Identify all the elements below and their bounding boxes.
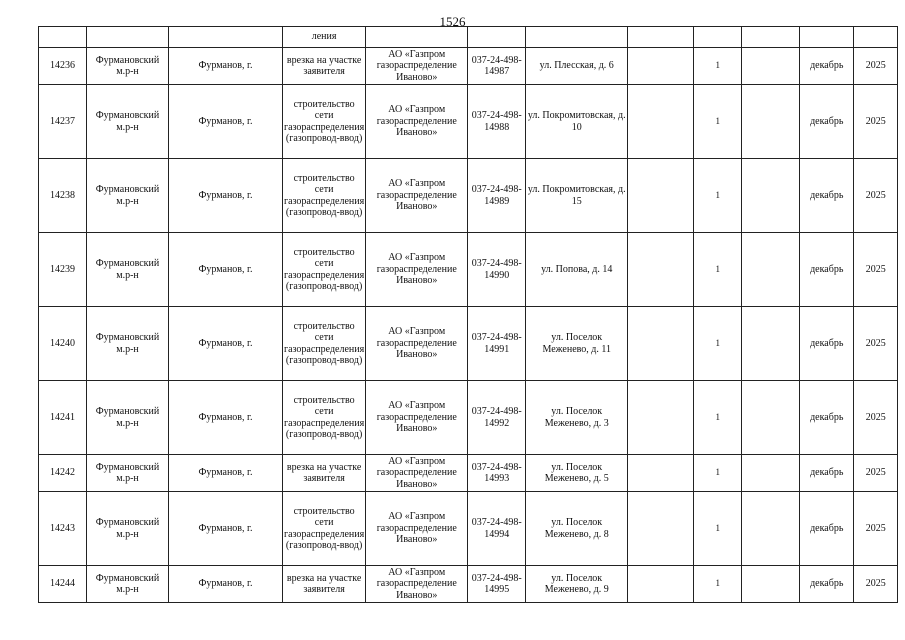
cell-address: ул. Попова, д. 14 [526,233,628,307]
cell-qty: 1 [694,566,742,603]
cell-id: 14238 [39,159,87,233]
cell-settlement: Фурманов, г. [169,455,283,492]
table-row [39,492,898,566]
cell-col8 [628,233,694,307]
cell-month: декабрь [800,492,854,566]
cell-work-type: врезка на участке заявителя [283,455,366,492]
cell-qty: 1 [694,159,742,233]
registry-table [38,26,898,603]
cell-year [854,27,898,48]
cell-col10 [742,48,800,85]
cell-col10 [742,233,800,307]
cell-month: декабрь [800,566,854,603]
cell-year: 2025 [854,307,898,381]
cell-settlement [169,27,283,48]
cell-col10 [742,455,800,492]
cell-district: Фурмановский м.р-н [87,492,169,566]
cell-qty [694,27,742,48]
cell-address: ул. Плесская, д. 6 [526,48,628,85]
cell-col10 [742,566,800,603]
cell-col10 [742,85,800,159]
cell-organization: АО «Газпром газораспределение Иваново» [366,455,468,492]
cell-organization: АО «Газпром газораспределение Иваново» [366,159,468,233]
cell-work-type: ления [283,27,366,48]
cell-id: 14242 [39,455,87,492]
cell-work-type: строительство сети газораспределения (газопровод-ввод) [283,85,366,159]
cell-year: 2025 [854,455,898,492]
cell-settlement: Фурманов, г. [169,381,283,455]
cell-year: 2025 [854,48,898,85]
table-row [39,85,898,159]
cell-month [800,27,854,48]
cell-year: 2025 [854,492,898,566]
cell-id: 14236 [39,48,87,85]
cell-organization: АО «Газпром газораспределение Иваново» [366,85,468,159]
cell-organization: АО «Газпром газораспределение Иваново» [366,492,468,566]
cell-code: 037-24-498-14989 [468,159,526,233]
cell-col8 [628,159,694,233]
cell-address: ул. Покромитовская, д. 15 [526,159,628,233]
cell-address: ул. Поселок Меженево, д. 8 [526,492,628,566]
cell-year: 2025 [854,159,898,233]
cell-organization: АО «Газпром газораспределение Иваново» [366,566,468,603]
table-row [39,455,898,492]
cell-work-type: строительство сети газораспределения (газопровод-ввод) [283,381,366,455]
cell-id: 14243 [39,492,87,566]
cell-qty: 1 [694,455,742,492]
cell-settlement: Фурманов, г. [169,566,283,603]
cell-district: Фурмановский м.р-н [87,85,169,159]
cell-work-type: строительство сети газораспределения (газопровод-ввод) [283,492,366,566]
cell-year: 2025 [854,233,898,307]
cell-address [526,27,628,48]
page-number: 1526 [439,14,466,29]
cell-id: 14244 [39,566,87,603]
cell-id: 14240 [39,307,87,381]
cell-qty: 1 [694,381,742,455]
cell-col8 [628,27,694,48]
cell-organization: АО «Газпром газораспределение Иваново» [366,233,468,307]
cell-work-type: строительство сети газораспределения (газопровод-ввод) [283,159,366,233]
cell-year: 2025 [854,566,898,603]
cell-organization [366,27,468,48]
cell-id: 14241 [39,381,87,455]
cell-district: Фурмановский м.р-н [87,233,169,307]
cell-district: Фурмановский м.р-н [87,455,169,492]
cell-month: декабрь [800,233,854,307]
table-row [39,48,898,85]
cell-qty: 1 [694,48,742,85]
table-row [39,381,898,455]
cell-code: 037-24-498-14994 [468,492,526,566]
cell-month: декабрь [800,48,854,85]
cell-year: 2025 [854,85,898,159]
cell-qty: 1 [694,307,742,381]
cell-month: декабрь [800,381,854,455]
cell-qty: 1 [694,492,742,566]
cell-district: Фурмановский м.р-н [87,566,169,603]
cell-code: 037-24-498-14990 [468,233,526,307]
cell-col8 [628,48,694,85]
cell-col8 [628,566,694,603]
cell-qty: 1 [694,85,742,159]
cell-district: Фурмановский м.р-н [87,381,169,455]
cell-col10 [742,492,800,566]
cell-id: 14237 [39,85,87,159]
cell-qty: 1 [694,233,742,307]
cell-col8 [628,455,694,492]
cell-district [87,27,169,48]
cell-code: 037-24-498-14993 [468,455,526,492]
cell-code: 037-24-498-14995 [468,566,526,603]
cell-id: 14239 [39,233,87,307]
table-row [39,159,898,233]
cell-col8 [628,381,694,455]
cell-col8 [628,307,694,381]
cell-address: ул. Поселок Меженево, д. 5 [526,455,628,492]
cell-work-type: врезка на участке заявителя [283,48,366,85]
cell-address: ул. Покромитовская, д. 10 [526,85,628,159]
cell-district: Фурмановский м.р-н [87,159,169,233]
cell-code: 037-24-498-14987 [468,48,526,85]
cell-settlement: Фурманов, г. [169,233,283,307]
cell-district: Фурмановский м.р-н [87,307,169,381]
cell-organization: АО «Газпром газораспределение Иваново» [366,307,468,381]
cell-organization: АО «Газпром газораспределение Иваново» [366,381,468,455]
cell-col8 [628,492,694,566]
cell-col10 [742,307,800,381]
continuation-row [39,27,898,48]
cell-col8 [628,85,694,159]
cell-settlement: Фурманов, г. [169,492,283,566]
table-row [39,307,898,381]
cell-month: декабрь [800,307,854,381]
cell-col10 [742,381,800,455]
cell-settlement: Фурманов, г. [169,159,283,233]
cell-settlement: Фурманов, г. [169,85,283,159]
cell-settlement: Фурманов, г. [169,48,283,85]
cell-organization: АО «Газпром газораспределение Иваново» [366,48,468,85]
table-row [39,566,898,603]
cell-address: ул. Поселок Меженево, д. 9 [526,566,628,603]
cell-col10 [742,27,800,48]
cell-month: декабрь [800,85,854,159]
table-row [39,233,898,307]
cell-address: ул. Поселок Меженево, д. 11 [526,307,628,381]
cell-code: 037-24-498-14992 [468,381,526,455]
cell-month: декабрь [800,455,854,492]
cell-code [468,27,526,48]
cell-work-type: врезка на участке заявителя [283,566,366,603]
cell-work-type: строительство сети газораспределения (газопровод-ввод) [283,233,366,307]
cell-code: 037-24-498-14988 [468,85,526,159]
cell-settlement: Фурманов, г. [169,307,283,381]
cell-district: Фурмановский м.р-н [87,48,169,85]
cell-code: 037-24-498-14991 [468,307,526,381]
cell-year: 2025 [854,381,898,455]
cell-id [39,27,87,48]
cell-col10 [742,159,800,233]
cell-address: ул. Поселок Меженево, д. 3 [526,381,628,455]
cell-month: декабрь [800,159,854,233]
cell-work-type: строительство сети газораспределения (газопровод-ввод) [283,307,366,381]
